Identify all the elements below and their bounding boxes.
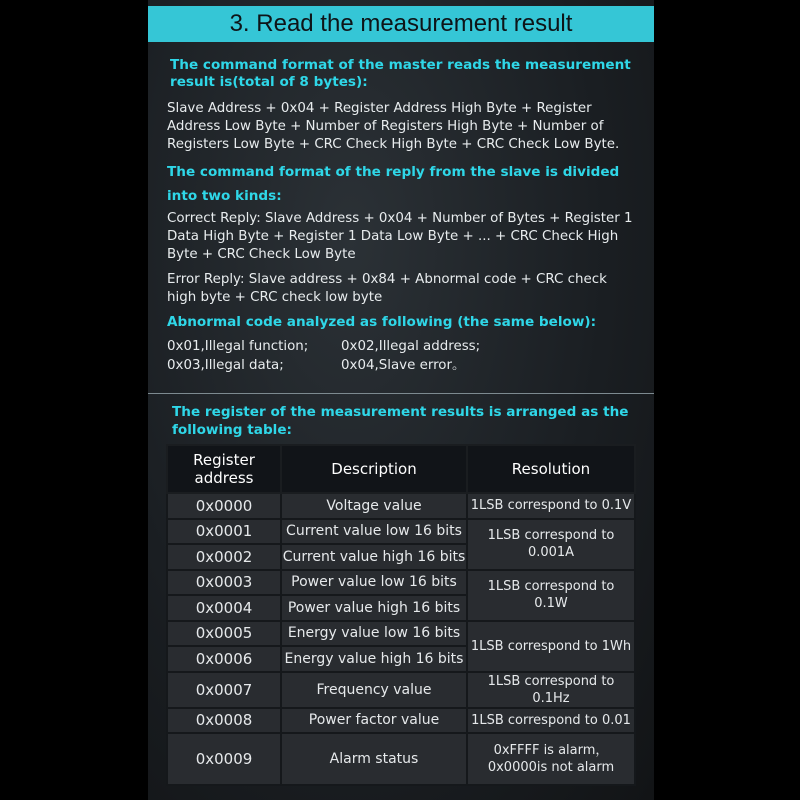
error-reply-text: Error Reply: Slave address + 0x84 + Abnormal code + CRC check high byte + CRC check low byte xyxy=(167,272,607,305)
table-header-row xyxy=(167,445,635,493)
resolution-cell: 1LSB correspond to 0.1Hz xyxy=(467,672,635,708)
description-cell: Energy value high 16 bits xyxy=(281,646,467,672)
resolution-cell: 1LSB correspond to 0.001A xyxy=(467,519,635,570)
correct-reply-text: Correct Reply: Slave Address + 0x04 + Number of Bytes + Register 1 Data High Byte + Register 1 Data Low Byte + ... + CRC Check High Byte + CRC Check Low Byte xyxy=(167,211,633,262)
register-address-cell: 0x0009 xyxy=(167,733,281,785)
register-address-cell: 0x0001 xyxy=(167,519,281,545)
table-row xyxy=(167,519,635,545)
register-address-cell: 0x0000 xyxy=(167,493,281,519)
register-address-cell: 0x0007 xyxy=(167,672,281,708)
register-address-cell: 0x0004 xyxy=(167,595,281,621)
master-command-format: Slave Address + 0x04 + Register Address High Byte + Register Address Low Byte + Number of Registers High Byte + Number of Registers Low Byte + CRC Check High Byte + CRC Check Low Byte. xyxy=(167,101,620,152)
table-row xyxy=(167,733,635,785)
reply-format-heading: The command format of the reply from the slave is divided into two kinds: xyxy=(167,164,620,204)
table-row xyxy=(167,672,635,708)
abnormal-code-item: 0x01,Illegal function; xyxy=(167,339,309,354)
description-cell: Power value low 16 bits xyxy=(281,570,467,596)
register-address-cell: 0x0008 xyxy=(167,708,281,734)
abnormal-code-item: 0x02,Illegal address; xyxy=(341,339,481,354)
register-table xyxy=(166,444,636,786)
content-panel xyxy=(148,0,654,800)
abnormal-code-item: 0x03,Illegal data; xyxy=(167,357,284,373)
table-row xyxy=(167,708,635,734)
resolution-cell: 1LSB correspond to 0.1W xyxy=(467,570,635,621)
table-row xyxy=(167,570,635,596)
master-command-heading: The command format of the master reads the measurement result is(total of 8 bytes): xyxy=(170,57,631,90)
table-row xyxy=(167,493,635,519)
page-title: 3. Read the measurement result xyxy=(148,6,654,42)
register-table-heading: The register of the measurement results is arranged as the following table: xyxy=(172,404,629,438)
abnormal-code-heading: Abnormal code analyzed as following (the same below): xyxy=(167,314,597,330)
register-address-cell: 0x0002 xyxy=(167,544,281,570)
resolution-cell: 1LSB correspond to 0.1V xyxy=(467,493,635,519)
description-cell: Energy value low 16 bits xyxy=(281,621,467,647)
description-cell: Current value high 16 bits xyxy=(281,544,467,570)
description-cell: Current value low 16 bits xyxy=(281,519,467,545)
abnormal-code-item: 0x04,Slave error。 xyxy=(341,357,466,373)
resolution-cell: 1LSB correspond to 0.01 xyxy=(467,708,635,734)
register-address-cell: 0x0005 xyxy=(167,621,281,647)
table-row xyxy=(167,621,635,647)
register-address-cell: 0x0006 xyxy=(167,646,281,672)
section-divider xyxy=(148,393,654,394)
resolution-cell: 0xFFFF is alarm，0x0000is not alarm xyxy=(467,733,635,785)
description-cell: Voltage value xyxy=(281,493,467,519)
column-header-description: Description xyxy=(281,445,467,493)
description-cell: Power value high 16 bits xyxy=(281,595,467,621)
column-header-resolution: Resolution xyxy=(467,445,635,493)
register-address-cell: 0x0003 xyxy=(167,570,281,596)
resolution-cell: 1LSB correspond to 1Wh xyxy=(467,621,635,672)
description-cell: Frequency value xyxy=(281,672,467,708)
description-cell: Power factor value xyxy=(281,708,467,734)
column-header-register-address: Register address xyxy=(167,445,281,493)
description-cell: Alarm status xyxy=(281,733,467,785)
